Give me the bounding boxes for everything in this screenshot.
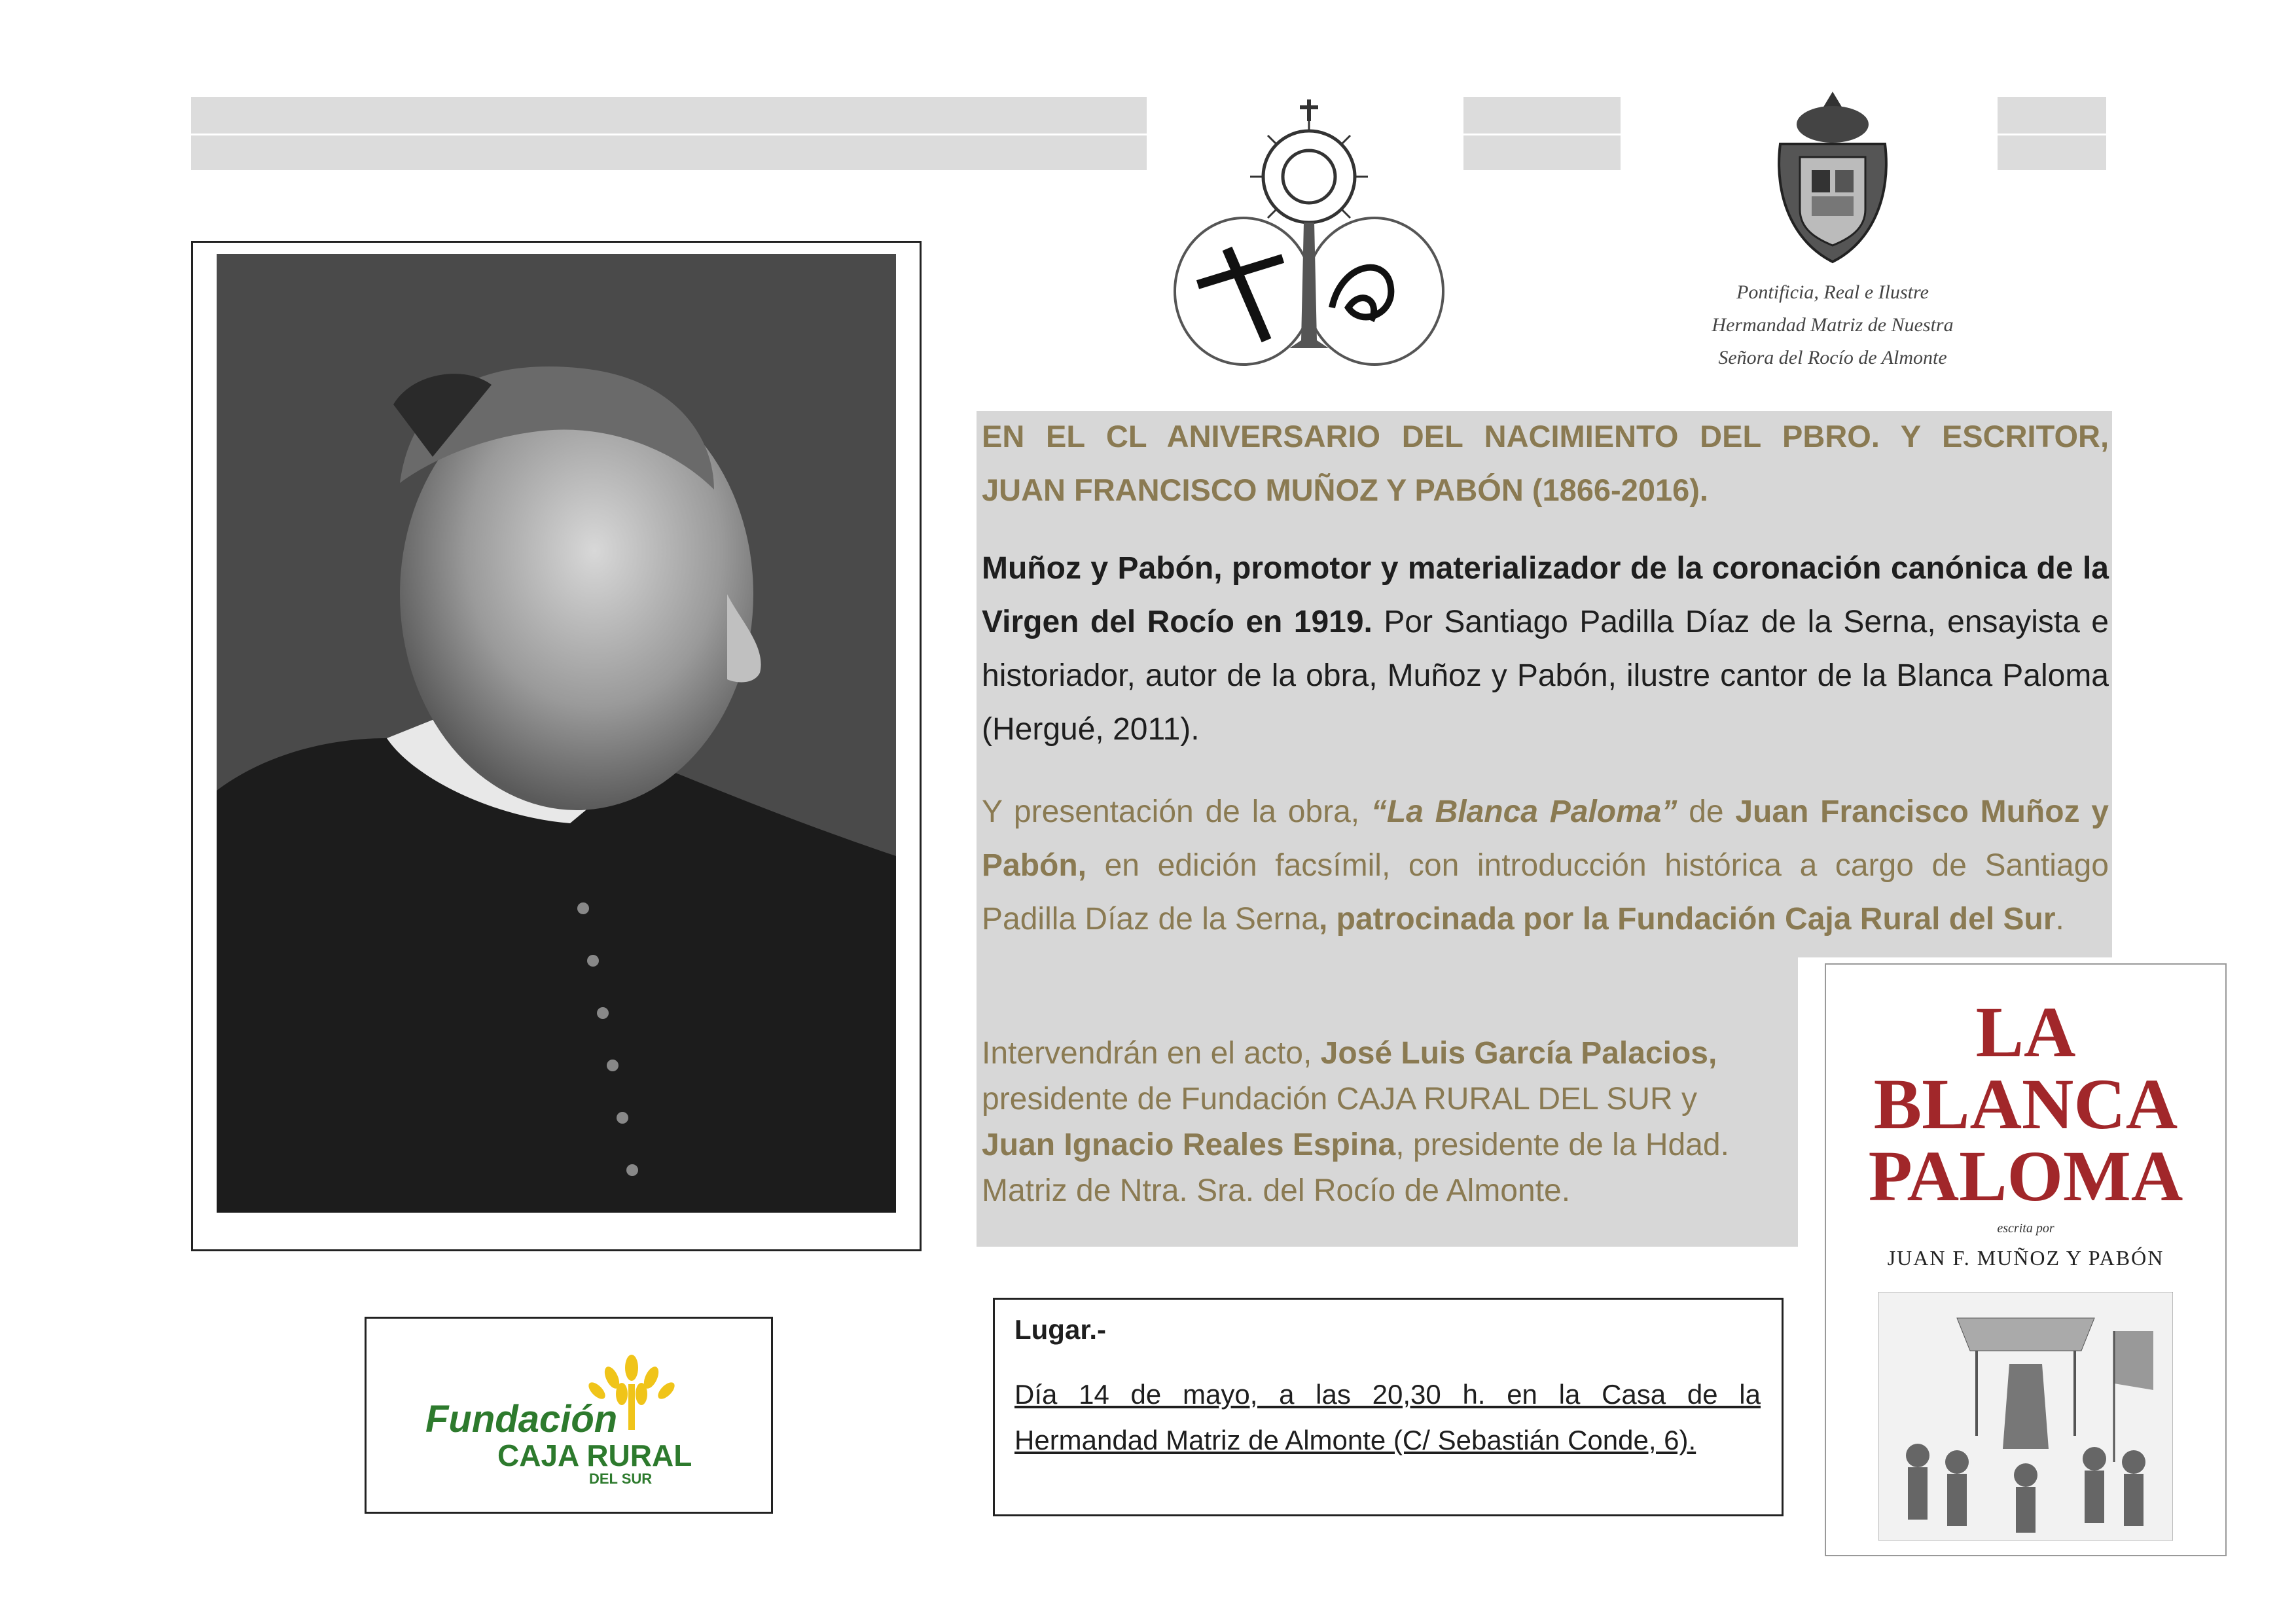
speaker-2-name: Juan Ignacio Reales Espina — [982, 1128, 1396, 1162]
paragraph-presentation — [982, 785, 2109, 946]
brotherhood-crest-icon — [1761, 85, 1905, 268]
venue-label: Lugar.- — [1014, 1314, 1107, 1345]
foundation-name-line1: Fundación — [425, 1398, 618, 1440]
anniversary-heading — [982, 410, 2109, 517]
book-subtitle: escrita por — [1997, 1221, 2054, 1236]
work-author: Juan Francisco Muñoz y Pabón, — [982, 794, 2109, 883]
foundation-logo-box — [365, 1317, 773, 1514]
book-title-line1: LA — [1975, 992, 2076, 1072]
anniversary-heading-line2: JUAN FRANCISCO MUÑOZ Y PABÓN (1866-2016). — [982, 473, 1708, 507]
presentation-text-1: Y presentación de la obra, — [982, 794, 1371, 829]
portrait-frame — [191, 241, 922, 1251]
sponsor-text: , patrocinada por la Fundación Caja Rural del Sur — [1318, 902, 2056, 936]
anniversary-heading-line1: EN EL CL ANIVERSARIO DEL NACIMIENTO DEL PBRO. Y ESCRITOR, — [982, 419, 2109, 454]
crest-caption-line3: Señora del Rocío de Almonte — [1718, 347, 1947, 368]
paragraph-speakers — [982, 1031, 1780, 1214]
conference-description: Por Santiago Padilla Díaz de la Serna, ensayista e historiador, autor de la obra, Muñoz y Pabón, ilustre cantor de la Blanca Paloma (Hergué, 2011). — [982, 605, 2109, 747]
presentation-text-4: . — [2055, 902, 2064, 936]
conference-title: Muñoz y Pabón, promotor y materializador de la coronación canónica de la Virgen del Rocío en 1919. — [982, 551, 2109, 639]
priest-portrait-image — [217, 254, 896, 1213]
presentation-text-3: en edición facsímil, con introducción histórica a cargo de Santiago Padilla Díaz de la Serna — [982, 848, 2109, 936]
monstrance-emblem-icon — [1165, 92, 1453, 380]
speakers-intro: Intervendrán en el acto, — [982, 1036, 1321, 1071]
crest-caption-line2: Hermandad Matriz de Nuestra — [1712, 314, 1954, 336]
crest-caption-line1: Pontificia, Real e Ilustre — [1736, 281, 1929, 303]
book-cover — [1825, 963, 2227, 1556]
speaker-1-name: José Luis García Palacios, — [1320, 1036, 1717, 1071]
header-bar-left — [191, 97, 1147, 170]
header-bar-middle — [1463, 97, 1621, 170]
book-engraving-illustration — [1878, 1292, 2173, 1541]
speaker-2-role: , presidente de la Hdad. — [1395, 1128, 1729, 1162]
book-author: JUAN F. MUÑOZ Y PABÓN — [1887, 1246, 2164, 1270]
speaker-1-role: presidente de Fundación CAJA RURAL DEL SUR y — [982, 1082, 1697, 1116]
foundation-name-line2: CAJA RURAL — [497, 1438, 692, 1472]
venue-line1: Día 14 de mayo, a las 20,30 h. en la Casa de la — [1014, 1379, 1761, 1410]
presentation-text-2: de — [1677, 794, 1736, 829]
book-title-line3: PALOMA — [1868, 1136, 2183, 1216]
foundation-name-line3: DEL SUR — [589, 1471, 653, 1487]
venue-box — [993, 1298, 1784, 1516]
work-title: “La Blanca Paloma” — [1371, 794, 1677, 829]
venue-line2: Hermandad Matriz de Almonte (C/ Sebastián Conde, 6). — [1014, 1425, 1696, 1455]
portrait-photo — [217, 254, 896, 1213]
paragraph-conference — [982, 542, 2109, 757]
book-title-line2: BLANCA — [1873, 1064, 2178, 1144]
speaker-2-role-cont: Matriz de Ntra. Sra. del Rocío de Almonte. — [982, 1173, 1571, 1208]
header-bar-right — [1998, 97, 2106, 170]
